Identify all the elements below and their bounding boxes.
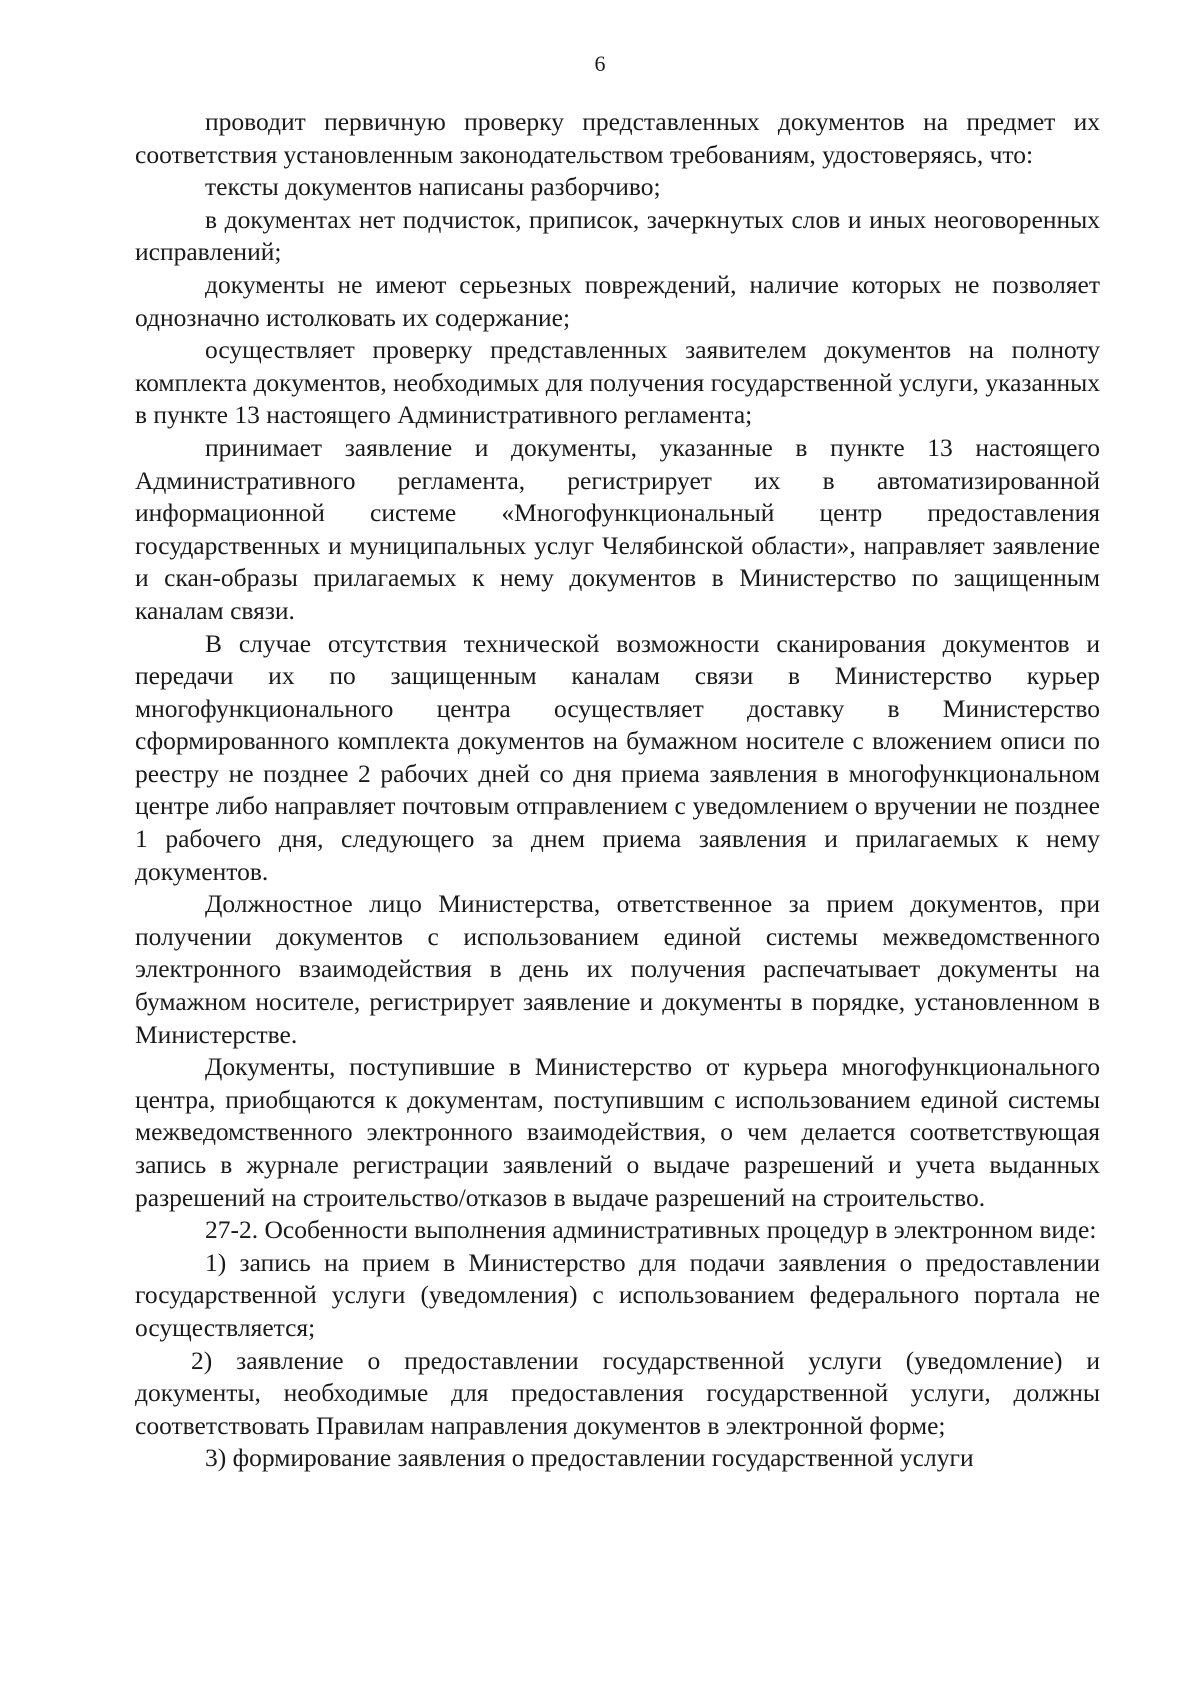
list-item: 3) формирование заявления о предоставлении государственной услуги [205,1443,974,1473]
list-item: 1) запись на прием в Министерство для подачи заявления о предоставлении государственной услуги (уведомления) с использованием федерального портала не осуществляется; [135,1247,1100,1342]
paragraph: принимает заявление и документы, указанные в пункте 13 настоящего Административного регламента, регистрирует их в автоматизированной информационной системе «Многофункциональный центр предоставления государственных и муниципальных услуг Челябинской области», направляет заявление и скан-образы прилагаемых к нему документов в Министерство по защищенным каналам связи. [135,432,1100,625]
paragraph: Документы, поступившие в Министерство от курьера многофункционального центра, приобщаются к документам, поступившим с использованием единой системы межведомственного электронного взаимодействия, о чем делается соответствующая запись в журнале регистрации заявлений о выдаче разрешений и учета выданных разрешений на строительство/отказов в выдаче разрешений на строительство. [135,1052,1100,1212]
document-body [135,106,1100,1475]
list-item: 2) заявление о предоставлении государственной услуги (уведомление) и документы, необходимые для предоставления государственной услуги, должны соответствовать Правилам направления документов в электронной форме; [135,1345,1100,1440]
paragraph: документы не имеют серьезных повреждений, наличие которых не позволяет однозначно истолковать их содержание; [135,269,1100,332]
paragraph: Должностное лицо Министерства, ответственное за прием документов, при получении документов с использованием единой системы межведомственного электронного взаимодействия в день их получения распечатывает документы на бумажном носителе, регистрирует заявление и документы в порядке, установленном в Министерстве. [135,889,1100,1049]
paragraph: проводит первичную проверку представленных документов на предмет их соответствия установленным законодательством требованиям, удостоверяясь, что: [135,107,1100,169]
paragraph: тексты документов написаны разборчиво; [205,172,661,202]
page-number: 6 [594,51,606,76]
paragraph: осуществляет проверку представленных заявителем документов на полноту комплекта документов, необходимых для получения государственной услуги, указанных в пункте 13 настоящего Административного регламента; [135,335,1100,430]
paragraph: в документах нет подчисток, приписок, зачеркнутых слов и иных неоговоренных исправлений; [135,204,1100,267]
section-heading: 27-2. Особенности выполнения административных процедур в электронном виде: [205,1215,1097,1245]
paragraph: В случае отсутствия технической возможности сканирования документов и передачи их по защищенным каналам связи в Министерство курьер многофункционального центра осуществляет доставку в Министерство сформированного комплекта документов на бумажном носителе с вложением описи по реестру не позднее 2 рабочих дней со дня приема заявления в многофункциональном центре либо направляет почтовым отправлением с уведомлением о вручении не позднее 1 рабочего дня, следующего за днем приема заявления и прилагаемых к нему документов. [135,628,1100,886]
